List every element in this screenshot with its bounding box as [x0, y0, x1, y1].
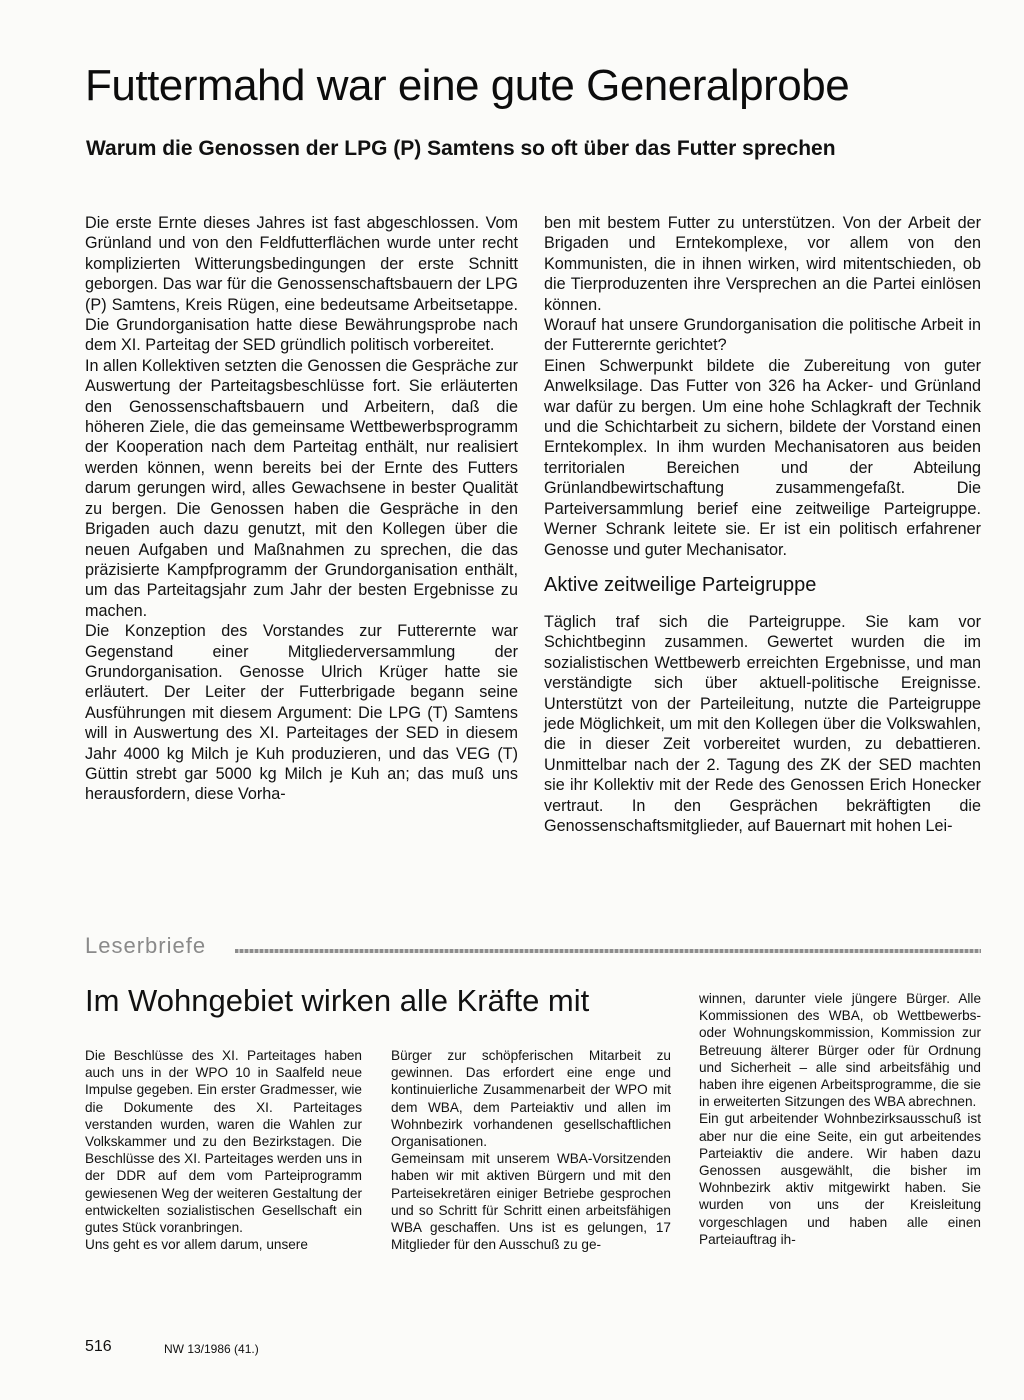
article-column-2 [544, 213, 981, 836]
letter-column-2 [391, 1047, 671, 1253]
article-paragraph: Worauf hat unsere Grundorganisation die politische Arbeit in der Futterernte gerichtet? [544, 316, 981, 355]
section-rule [235, 949, 981, 953]
letter-paragraph: Ein gut arbeitender Wohnbezirksausschuß ist aber nur die eine Seite, ein gut arbeitendes Parteiaktiv die andere. Wir haben dazu Genossen ausgewählt, die bisher im Wohnbezirk aktiv mitgewirkt haben. Sie wurden von uns der Kreisleitung vorgeschlagen und haben alle einen Parteiauftrag ih- [699, 1111, 981, 1247]
article-paragraph: In allen Kollektiven setzten die Genossen die Gespräche zur Auswertung der Parteitagsbeschlüsse fort. Sie erläuterten den Genossenschaftsbauern und Arbeitern, daß die höheren Ziele, die das gemeinsame Wettbewerbsprogramm der Kooperation nach dem Parteitag enthält, nur realisiert werden können, wenn bereits bei der Ernte des Futters darum gerungen wird, alles Gewachsene in bester Qualität zu bergen. Die Genossen haben die Gespräche in den Brigaden auch dazu genutzt, mit den Kollegen über die neuen Aufgaben und Maßnahmen zu sprechen, die das präzisierte Kampfprogramm der Grundorganisation enthält, um das Parteitagsjahr zum Jahr der besten Ergebnisse zu machen. [85, 356, 518, 620]
article-paragraph: Einen Schwerpunkt bildete die Zubereitung von guter Anwelksilage. Das Futter von 326 ha Acker- und Grünland war dafür zu bergen. Um eine hohe Schlagkraft der Technik und die Schichtarbeit zu sichern, bildete der Vorstand einen Erntekomplex. In ihm wurden Mechanisatoren aus beiden territorialen Bereichen und der Abteilung Grünlandbewirtschaftung zusammengefaßt. Die Parteiversammlung berief eine zeitweilige Parteigruppe. Werner Schrank leitete sie. Er ist ein politisch erfahrener Genosse und guter Mechanisator. [544, 356, 981, 559]
article-paragraph: Täglich traf sich die Parteigruppe. Sie kam vor Schichtbeginn zusammen. Gewertet wurden die im sozialistischen Wettbewerb erreichten Ergebnisse, und man verständigte sich über aktuell-politische Ereignisse. Unterstützt von der Parteileitung, nutzte die Parteigruppe jede Möglichkeit, um mit den Kollegen über die Volkswahlen, die in dieser Zeit vorbereitet wurden, zu debattieren. Unmittelbar nach der 2. Tagung des ZK der SED machten sie ihr Kollektiv mit der Rede des Genossen Erich Honecker vertraut. In den Gesprächen bekräftigten die Genossenschaftsmitglieder, auf Bauernart mit hohen Lei- [544, 612, 981, 835]
page-number: 516 [85, 1338, 112, 1355]
article-subheading: Aktive zeitweilige Parteigruppe [544, 573, 817, 596]
article-paragraph: Die erste Ernte dieses Jahres ist fast abgeschlossen. Vom Grünland und von den Feldfutterflächen wurde unter recht komplizierten Witterungsbedingungen der erste Schnitt geborgen. Das war für die Genossenschaftsbauern der LPG (P) Samtens, Kreis Rügen, eine bedeutsame Arbeitsetappe. Die Grundorganisation hatte diese Bewährungsprobe nach dem XI. Parteitag der SED gründlich politisch vorbereitet. [85, 214, 518, 355]
letter-headline: Im Wohngebiet wirken alle Kräfte mit [85, 983, 590, 1018]
article-paragraph: ben mit bestem Futter zu unterstützen. Von der Arbeit der Brigaden und Erntekomplexe, vor allem von den Kommunisten, die in ihnen wirken, wird mitentschieden, ob die Tierproduzenten ihre Versprechen an die Partei einlösen können. [544, 214, 981, 314]
article-paragraph: Die Konzeption des Vorstandes zur Futterernte war Gegenstand einer Mitgliederversammlung der Grundorganisation. Genosse Ulrich Krüger hatte sie erläutert. Der Leiter der Futterbrigade begann seine Ausführungen mit diesem Argument: Die LPG (T) Samtens will in Auswertung des XI. Parteitages der SED in diesem Jahr 4000 kg Milch je Kuh produzieren, und das VEG (T) Güttin strebt gar 5000 kg Milch je Kuh an; das muß uns herausfordern, diese Vorha- [85, 622, 518, 804]
article-headline: Futtermahd war eine gute Generalprobe [85, 61, 850, 110]
letter-column-3 [699, 990, 981, 1248]
issue-reference: NW 13/1986 (41.) [164, 1342, 259, 1356]
letter-paragraph: Bürger zur schöpferischen Mitarbeit zu gewinnen. Das erfordert eine enge und kontinuierliche Zusammenarbeit der WPO mit dem WBA, dem Parteiaktiv und allen im Wohnbezirk vorhandenen gesellschaftlichen Organisationen. [391, 1048, 671, 1150]
section-label: Leserbriefe [85, 933, 207, 958]
letter-column-1 [85, 1047, 362, 1253]
letter-paragraph: Uns geht es vor allem darum, unsere [85, 1237, 308, 1253]
letter-paragraph: Gemeinsam mit unserem WBA-Vorsitzenden haben wir mit aktiven Bürgern und mit den Parteisekretären einiger Betriebe gesprochen und so Schritt für Schritt einen arbeitsfähigen WBA geschaffen. Uns ist es gelungen, 17 Mitglieder für den Ausschuß zu ge- [391, 1151, 671, 1253]
section-divider [85, 931, 981, 965]
letter-paragraph: Die Beschlüsse des XI. Parteitages haben auch uns in der WPO 10 in Saalfeld neue Impulse gegeben. Ein erster Gradmesser, wie die Dokumente des XI. Parteitages verstanden wurden, waren die Wahlen zur Volkskammer und zu den Bezirkstagen. Die Beschlüsse des XI. Parteitages werden uns in der DDR auf dem vom Parteiprogramm gewiesenen Weg der weiteren Gestaltung der entwickelten sozialistischen Gesellschaft ein gutes Stück voranbringen. [85, 1048, 362, 1236]
article-subheadline: Warum die Genossen der LPG (P) Samtens so oft über das Futter sprechen [86, 137, 836, 160]
letter-paragraph: winnen, darunter viele jüngere Bürger. Alle Kommissionen des WBA, ob Wettbewerbs- oder Wohnungskommission, Kommission zur Betreuung älterer Bürger oder für Ordnung und Sicherheit – alle sind arbeitsfähig und haben ihre eigenen Arbeitsprogramme, die sie in erweiterten Sitzungen des WBA abrechnen. [699, 991, 981, 1110]
article-column-1 [85, 213, 518, 805]
